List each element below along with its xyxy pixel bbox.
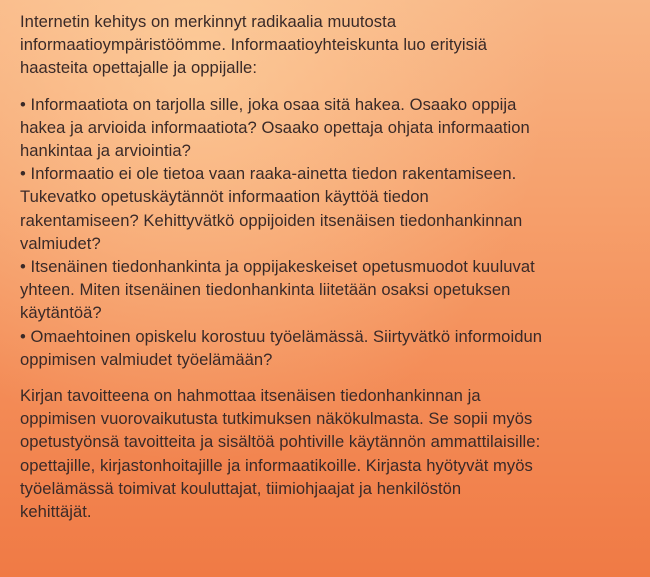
bullet-line: hankintaa ja arviointia? (20, 141, 191, 161)
closing-line: työelämässä toimivat kouluttajat, tiimiohjaajat ja henkilöstön (20, 478, 462, 498)
closing-paragraph (20, 384, 640, 523)
bullet-line: yhteen. Miten itsenäinen tiedonhankinta liitetään osaksi opetuksen (20, 280, 511, 300)
closing-line: opettajille, kirjastonhoitajille ja informaatikoille. Kirjasta hyötyvät myös (20, 455, 533, 475)
intro-paragraph (20, 10, 640, 80)
bullet-line: Tukevatko opetuskäytännöt informaation käyttöä tiedon (20, 187, 429, 207)
bullet-list (20, 93, 640, 371)
bullet-item (20, 93, 640, 163)
bullet-line: käytäntöä? (20, 303, 102, 323)
closing-line: kehittäjät. (20, 502, 92, 522)
bullet-line: rakentamiseen? Kehittyvätkö oppijoiden itsenäisen tiedonhankinnan (20, 210, 523, 230)
cover-text (20, 10, 640, 523)
intro-line: informaatioympäristöömme. Informaatioyhteiskunta luo erityisiä (20, 35, 487, 55)
bullet-item (20, 255, 640, 325)
closing-line: opetustyönsä tavoitteita ja sisältöä pohtiville käytännön ammattilaisille: (20, 432, 541, 452)
intro-line: haasteita opettajalle ja oppijalle: (20, 58, 257, 78)
bullet-line: • Omaehtoinen opiskelu korostuu työelämässä. Siirtyvätkö informoidun (20, 325, 640, 348)
bullet-line: hakea ja arvioida informaatiota? Osaako opettaja ohjata informaation (20, 117, 530, 137)
bullet-item (20, 325, 640, 371)
bullet-line: • Informaatio ei ole tietoa vaan raaka-ainetta tiedon rakentamiseen. (20, 162, 640, 185)
closing-line: oppimisen vuorovaikutusta tutkimuksen näkökulmasta. Se sopii myös (20, 409, 533, 429)
bullet-item (20, 162, 640, 255)
bullet-line: • Informaatiota on tarjolla sille, joka osaa sitä hakea. Osaako oppija (20, 93, 640, 116)
bullet-line: oppimisen valmiudet työelämään? (20, 349, 273, 369)
bullet-line: • Itsenäinen tiedonhankinta ja oppijakeskeiset opetusmuodot kuuluvat (20, 255, 640, 278)
intro-line: Internetin kehitys on merkinnyt radikaalia muutosta (20, 12, 397, 31)
bullet-line: valmiudet? (20, 233, 101, 253)
closing-line: Kirjan tavoitteena on hahmottaa itsenäisen tiedonhankinnan ja (20, 386, 481, 406)
